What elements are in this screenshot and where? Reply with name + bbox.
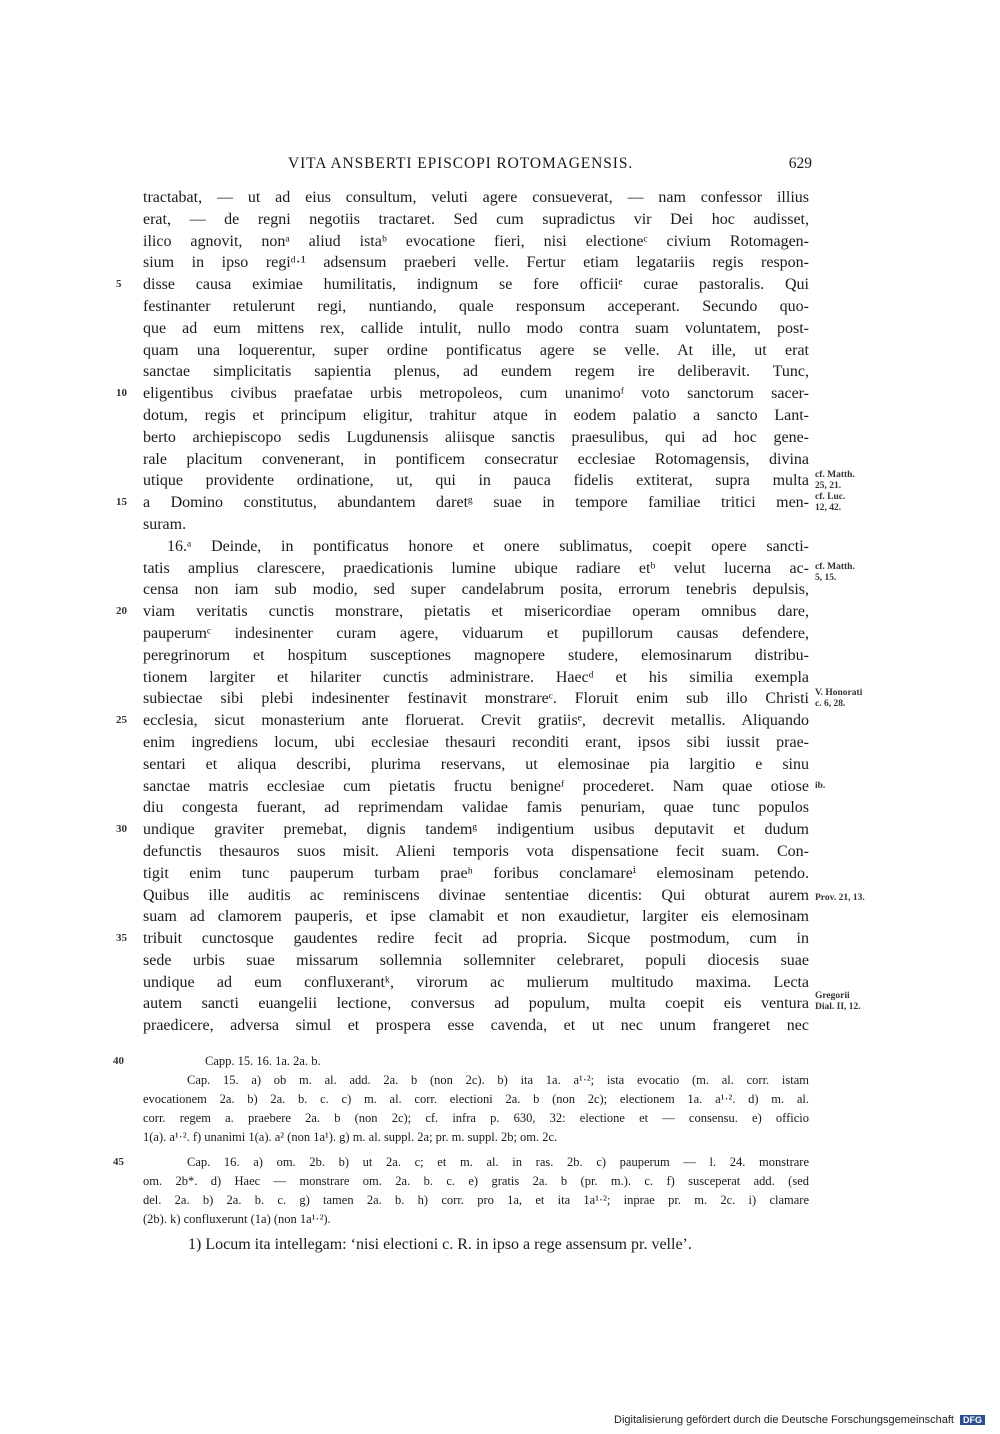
- line-text: rale placitum convenerant, in pontificem consecratur ecclesiae Rotomagensis, divina: [143, 450, 809, 468]
- text-line: [143, 906, 809, 928]
- line-text: festinanter retulerunt regi, nuntiando, quale responsum acceperant. Secundo quo-: [143, 297, 809, 315]
- line-text: undique graviter premebat, dignis tandemᵍ indigentium usibus deputavit et dudum: [143, 821, 809, 839]
- main-text: [116, 187, 809, 1037]
- note-line: [143, 1128, 809, 1147]
- text-line: [143, 579, 809, 601]
- note-line: [143, 1090, 809, 1109]
- margin-ref-line: ib.: [815, 781, 826, 791]
- text-line: [143, 427, 809, 449]
- margin-ref: [815, 893, 865, 904]
- line-text: peregrinorum et hospitum susceptiones magnopere studere, elemosinarum distribu-: [143, 646, 809, 664]
- line-text: sium in ipso regiᵈ·¹ adsensum praeberi velle. Fertur etiam legatariis regis respon-: [143, 254, 809, 272]
- note-line-number: 40: [113, 1055, 124, 1067]
- text-line: [143, 645, 809, 667]
- margin-ref: [815, 470, 855, 491]
- text-line: [143, 972, 809, 994]
- margin-ref-line: Prov. 21, 13.: [815, 893, 865, 903]
- text-line: [143, 361, 809, 383]
- text-line: [143, 340, 809, 362]
- line-number: 20: [116, 605, 127, 618]
- note-text: evocationem 2a. b) 2a. b. c. c) m. al. corr. electioni 2a. b (non 2c); electionem 1a. a¹·². d) m. al.: [143, 1092, 809, 1106]
- line-text: enim ingrediens locum, ubi ecclesiae thesauri reconditi erant, ipsos sibi iussit prae-: [143, 733, 809, 751]
- running-header: [288, 155, 812, 177]
- line-text: diu congesta fuerant, ad reprimendam validae famis penuriam, quae tunc populos: [143, 799, 809, 817]
- line-text: sentari et aliqua describi, plurima reservans, ut elemosinae pia largitio e sinu: [143, 755, 809, 773]
- line-text: utique providente ordinatione, ut, qui in pauca fidelis extiterat, supra multa: [143, 472, 809, 490]
- text-line: [116, 274, 809, 296]
- note-text: del. 2a. b) 2a. b. c. g) tamen 2a. b. h) corr. pro 1a, et ita 1a¹·²; inprae pr. m. 2c. i) clamare: [143, 1193, 809, 1207]
- text-line: [116, 710, 809, 732]
- line-text: pauperumᶜ indesinenter curam agere, viduarum et pupillorum causas defendere,: [143, 624, 809, 642]
- margin-ref: [815, 781, 825, 792]
- note-line: [143, 1210, 809, 1229]
- note-text: 1(a). a¹·². f) unanimi 1(a). a² (non 1a¹). g) m. al. suppl. 2a; pr. m. suppl. 2b; om. 2c.: [143, 1130, 558, 1144]
- margin-ref-line: Dial. II, 12.: [815, 1001, 861, 1012]
- line-text: tionem largiter et hilariter cunctis administrare. Haecᵈ et his similia exempla: [143, 668, 809, 686]
- line-text: eligentibus civibus praefatae urbis metropoleos, cum unanimoᶠ voto sanctorum sacer-: [143, 385, 809, 403]
- note-line: [113, 1153, 809, 1172]
- text-line: [143, 863, 809, 885]
- note-text: (2b). k) confluxerunt (1a) (non 1a¹·²).: [143, 1212, 331, 1226]
- line-number: 15: [116, 496, 127, 509]
- text-line: [143, 754, 809, 776]
- note-text: om. 2b*. d) Haec — monstrare om. 2a. b. c. e) gratis 2a. b (pr. m.). c. f) susceperat add. (sed: [143, 1174, 809, 1188]
- dfg-footer: [614, 1414, 985, 1426]
- margin-ref-line: cf. Matth.: [815, 562, 855, 572]
- text-line: [143, 405, 809, 427]
- margin-ref-line: 25, 21.: [815, 480, 842, 491]
- line-text: quam una loquerentur, super ordine pontificatus agere se velle. At ille, ut erat: [143, 341, 809, 359]
- line-text: sanctae simplicitatis sapientia plenus, ad eundem regem ire deliberavit. Tunc,: [143, 363, 809, 381]
- line-text: subiectae sibi plebi indesinenter festinavit monstrareᶜ. Floruit enim sub illo Christi: [143, 690, 809, 708]
- margin-ref: [815, 688, 862, 709]
- text-line: [143, 885, 809, 907]
- text-line: [143, 993, 809, 1015]
- text-line: [116, 928, 809, 950]
- note-text: Cap. 16. a) om. 2b. b) ut 2a. c; et m. al. in ras. 2b. c) pauperum — l. 24. monstrare: [187, 1155, 809, 1169]
- note-text: corr. regem a. praebere 2a. b (non 2c); cf. infra p. 630, 32: electione et — consensu. e) officio: [143, 1111, 809, 1125]
- line-text: sanctae matris ecclesiae cum pietatis fructu benigneᶠ procederet. Nam quae otiose: [143, 777, 809, 795]
- text-line: [143, 296, 809, 318]
- text-line: [143, 732, 809, 754]
- note-text: Cap. 15. a) ob m. al. add. 2a. b (non 2c). b) ita 1a. a¹·²; ista evocatio (m. al. corr. istam: [187, 1073, 809, 1087]
- line-text: censa non iam sub modio, sed super candelabrum posita, errorum tenebris depulsis,: [143, 581, 809, 599]
- line-text: dotum, regis et principum eligitur, trahitur atque in eodem palatio a sancto Lant-: [143, 406, 809, 424]
- margin-ref-line: cf. Matth.: [815, 470, 855, 480]
- line-text: a Domino constitutus, abundantem daretᵍ suae in tempore familiae tritici men-: [143, 494, 809, 512]
- line-text: tigit enim tunc pauperum turbam praeʰ foribus conclamareⁱ elemosinam petendo.: [143, 864, 809, 882]
- critical-apparatus: [113, 1052, 809, 1229]
- line-text: tribuit cunctosque gaudentes redire fecit ad propria. Sicque postmodum, cum in: [143, 930, 809, 948]
- line-text: 16.ᵃ Deinde, in pontificatus honore et onere sublimatus, coepit opere sancti-: [167, 537, 809, 555]
- note-line: [143, 1191, 809, 1210]
- line-text: que ad eum mittens rex, callide intulit, nullo modo contra suam voluntatem, post-: [143, 319, 809, 337]
- text-line: [143, 470, 809, 492]
- text-line: [116, 819, 809, 841]
- line-text: sede urbis suae missarum sollemnia sollemniter celebraret, populi diocesis suae: [143, 951, 809, 969]
- margin-ref-line: Gregorii: [815, 991, 850, 1001]
- note-line-number: 45: [113, 1156, 124, 1168]
- note-line: [113, 1052, 809, 1071]
- text-line: [143, 558, 809, 580]
- text-line: [143, 1015, 809, 1037]
- line-text: viam veritatis cunctis monstrare, pietatis et misericordiae operam omnibus dare,: [143, 603, 809, 621]
- text-line: [116, 492, 809, 514]
- line-text: undique ad eum confluxerantᵏ, virorum ac mulierum multitudo maxima. Lecta: [143, 973, 809, 991]
- line-text: tatis amplius clarescere, praedicationis lumine ubique radiare etᵇ velut lucerna ac-: [143, 559, 809, 577]
- margin-ref-line: cf. Luc.: [815, 492, 846, 502]
- footnote: 1) Locum ita intellegam: ‘nisi electioni c. R. in ipso a rege assensum pr. velle’.: [188, 1236, 692, 1253]
- text-line: [143, 318, 809, 340]
- line-number: 10: [116, 387, 127, 400]
- line-number: 35: [116, 932, 127, 945]
- line-text: erat, — de regni negotiis tractaret. Sed cum supradictus vir Dei hoc audisset,: [143, 210, 809, 228]
- text-line: [143, 950, 809, 972]
- text-line: [116, 383, 809, 405]
- text-line: [143, 536, 809, 558]
- text-line: [143, 231, 809, 253]
- text-line: [143, 776, 809, 798]
- line-text: suram.: [143, 515, 187, 533]
- text-line: [143, 623, 809, 645]
- text-line: [143, 797, 809, 819]
- line-text: defunctis thesauros suos misit. Alieni temporis vota dispensatione fecit suam. Con-: [143, 842, 809, 860]
- text-line: [143, 187, 809, 209]
- margin-ref-line: V. Honorati: [815, 688, 863, 698]
- text-line: [143, 667, 809, 689]
- text-line: [143, 449, 809, 471]
- dfg-logo: DFG: [960, 1415, 985, 1425]
- note-line: [143, 1172, 809, 1191]
- note-line: [143, 1071, 809, 1090]
- line-text: Quibus ille auditis ac reminiscens divinae sententiae dicentis: Qui obturat aurem: [143, 886, 809, 904]
- line-number: 5: [116, 278, 122, 291]
- line-number: 30: [116, 823, 127, 836]
- text-line: [143, 209, 809, 231]
- line-text: disse causa eximiae humilitatis, indignum se fore officiiᵉ curae pastoralis. Qui: [143, 276, 809, 294]
- margin-ref-line: 12, 42.: [815, 502, 842, 513]
- line-text: praedicere, adversa simul et prospera esse cavenda, et ut nec unum frangeret nec: [143, 1017, 809, 1035]
- line-text: suam ad clamorem pauperis, et ipse clamabit et non exaudietur, largiter eis elemosinam: [143, 908, 809, 926]
- text-line: [143, 514, 809, 536]
- text-line: [143, 688, 809, 710]
- margin-ref: [815, 492, 845, 513]
- text-line: [143, 841, 809, 863]
- text-line: [116, 601, 809, 623]
- note-text: Capp. 15. 16. 1a. 2a. b.: [205, 1054, 321, 1068]
- header-title: VITA ANSBERTI EPISCOPI ROTOMAGENSIS.: [288, 155, 634, 172]
- page-number: 629: [788, 155, 812, 172]
- margin-ref-line: 5, 15.: [815, 572, 837, 583]
- note-line: [143, 1109, 809, 1128]
- text-line: [143, 252, 809, 274]
- line-text: tractabat, — ut ad eius consultum, veluti agere consueverat, — nam confessor illius: [143, 189, 809, 206]
- margin-ref: [815, 562, 855, 583]
- footer-text: Digitalisierung gefördert durch die Deutsche Forschungsgemeinschaft: [614, 1414, 954, 1426]
- line-text: berto archiepiscopo sedis Lugdunensis aliisque sanctis praesulibus, qui ad hoc gene-: [143, 428, 809, 446]
- line-text: ilico agnovit, nonᵃ aliud istaᵇ evocatione fieri, nisi electioneᶜ civium Rotomagen-: [143, 232, 809, 250]
- margin-ref: [815, 991, 861, 1012]
- line-number: 25: [116, 714, 127, 727]
- line-text: autem sancti euangelii lectione, conversus ad populum, multa coepit eis ventura: [143, 995, 809, 1013]
- line-text: ecclesia, sicut monasterium ante floruerat. Crevit gratiisᵉ, decrevit metallis. Aliquando: [143, 712, 809, 730]
- margin-ref-line: c. 6, 28.: [815, 698, 846, 709]
